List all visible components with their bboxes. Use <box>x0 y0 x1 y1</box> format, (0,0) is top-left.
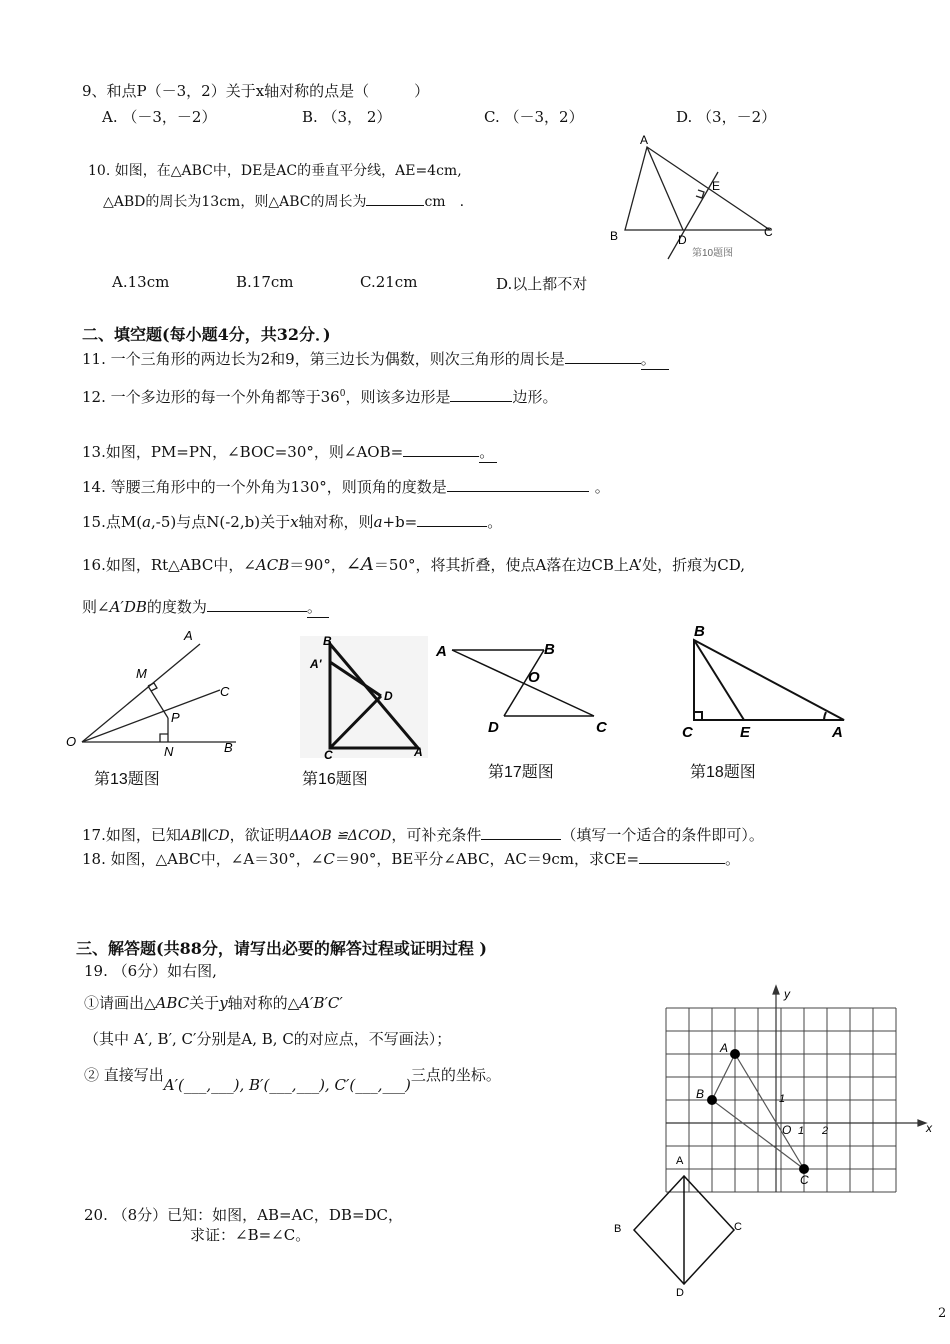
q16-answer-blank[interactable] <box>207 611 307 612</box>
q19-label-c: C <box>800 1173 809 1187</box>
q19-title: 19. （6分）如右图, <box>84 962 217 980</box>
q20-label-d: D <box>676 1287 684 1298</box>
section2-title: 二、填空题(每小题4分，共32分．) <box>82 325 331 344</box>
fig13-label-a: A <box>184 628 193 643</box>
fig17-label-c: C <box>596 719 607 736</box>
fig13-label-p: P <box>171 710 180 725</box>
section3-title: 三、解答题(共88分，请写出必要的解答过程或证明过程 ) <box>76 939 487 958</box>
q12: 12. 一个多边形的每一个外角都等于$36^0$，则该多边形是 边形。 <box>82 388 558 406</box>
q10-line2: △ABD的周长为13cm，则△ABC的周长为 cm . <box>103 194 465 210</box>
q16-line1: 16.如图，Rt△ABC中，∠ACB＝90°，∠A＝50°，将其折叠，使点A落在边CB上A’处，折痕为CD, <box>82 554 745 575</box>
q20-figure <box>608 1148 758 1298</box>
q10-option-b: B.17cm <box>236 273 294 291</box>
q10-caption: 第10题图 <box>692 248 734 259</box>
q19-label-a: A <box>720 1041 729 1055</box>
fig13-label-o: O <box>66 734 77 749</box>
q9-option-d: D. （3，－2） <box>676 108 777 126</box>
q11-answer-blank[interactable] <box>565 363 641 364</box>
q10-label-d: D <box>678 233 687 247</box>
q10-option-a: A.13cm <box>112 273 170 291</box>
q19-point-a <box>730 1049 740 1059</box>
q16-line2: 则∠A′DB的度数为 。 <box>82 596 329 618</box>
q9-option-a: A. （－3，－2） <box>102 108 217 126</box>
fig18-label-e: E <box>740 724 751 741</box>
q10-option-c: C.21cm <box>360 273 418 291</box>
fig16-label-b: B <box>323 634 332 648</box>
q9-stem: 9、和点P（－3，2）关于x轴对称的点是（ ） <box>82 82 430 100</box>
q18: 18. 如图，△ABC中，∠A＝30°，∠C＝90°，BE平分∠ABC，AC＝9cm，求CE= 。 <box>82 850 741 868</box>
q17: 17.如图，已知AB∥CD，欲证明ΔAOB ≌ΔCOD，可补充条件 （填写一个适合的条件即可）。 <box>82 826 764 844</box>
q20-label-b: B <box>614 1223 622 1235</box>
q10-label-c: C <box>764 225 773 239</box>
q19-label-b: B <box>696 1087 705 1101</box>
q20-line1: 20. （8分）已知：如图，AB=AC，DB=DC， <box>84 1206 404 1224</box>
q19-line1: ①请画出△ABC关于y轴对称的△A′B′C′ <box>84 994 343 1012</box>
fig13-label-n: N <box>164 744 174 759</box>
q9-option-c: C. （－3，2） <box>484 108 584 126</box>
q18-answer-blank[interactable] <box>639 863 725 864</box>
q20-label-c: C <box>734 1221 742 1233</box>
fig18-label-c: C <box>682 724 693 741</box>
q19-point-b <box>707 1095 717 1105</box>
q12-answer-blank[interactable] <box>450 401 512 402</box>
fig13-label-c: C <box>220 684 230 699</box>
fig17-label-b: B <box>544 641 555 658</box>
q19-coords-blanks[interactable]: A′(___,___), B′(___,___), C′(___,___) <box>163 1076 411 1094</box>
fig17 <box>432 636 617 746</box>
q19-tick-x1: 1 <box>798 1125 805 1137</box>
fig13-label-m: M <box>136 666 147 681</box>
q10-answer-blank[interactable] <box>366 205 424 206</box>
q19-line2: （其中 A′, B′, C′分别是A, B, C的对应点，不写画法）； <box>84 1030 452 1048</box>
fig17-caption: 第17题图 <box>488 764 554 781</box>
q10-figure <box>600 132 790 262</box>
fig13-label-b: B <box>224 740 233 755</box>
q19-line3: ② 直接写出A′(___,___), B′(___,___), C′(___,___)三点的坐标。 <box>84 1066 501 1094</box>
q13: 13.如图，PM=PN，∠BOC=30°，则∠AOB= 。 <box>82 441 497 463</box>
q10-label-a: A <box>640 133 649 147</box>
q14: 14. 等腰三角形中的一个外角为130°，则顶角的度数是 。 <box>82 478 610 496</box>
q11: 11. 一个三角形的两边长为2和9，第三边长为偶数，则次三角形的周长是 。 <box>82 348 669 370</box>
q10-option-d: D.以上都不对 <box>496 275 588 293</box>
fig13 <box>60 624 250 764</box>
fig16-label-d: D <box>384 689 393 703</box>
fig18-label-b: B <box>694 623 705 640</box>
q9-option-b: B. （3， 2） <box>302 108 392 126</box>
fig13-caption: 第13题图 <box>94 771 160 788</box>
q19-tick-y1: 1 <box>779 1093 786 1105</box>
q10-label-b: B <box>610 229 619 243</box>
fig18-label-a: A <box>832 724 843 741</box>
q19-origin-label: O <box>782 1123 792 1137</box>
page-number: 2 <box>938 1306 947 1321</box>
q10-label-e: E <box>712 179 721 193</box>
q13-answer-blank[interactable] <box>403 456 479 457</box>
fig16-label-c: C <box>324 748 333 762</box>
fig17-label-a: A <box>436 643 447 660</box>
q17-answer-blank[interactable] <box>481 839 561 840</box>
q19-axis-x-label: x <box>926 1121 932 1135</box>
q20-line2: 求证：∠B=∠C。 <box>190 1226 311 1244</box>
q19-tick-x2: 2 <box>822 1125 829 1137</box>
q15: 15.点M(a,-5)与点N(-2,b)关于x轴对称，则a+b= 。 <box>82 513 503 531</box>
fig17-label-d: D <box>488 719 499 736</box>
q15-answer-blank[interactable] <box>417 526 487 527</box>
q20-label-a: A <box>676 1155 684 1167</box>
fig16 <box>296 632 436 762</box>
fig16-label-a: A <box>414 745 423 759</box>
fig17-label-o: O <box>528 669 540 686</box>
q14-answer-blank[interactable] <box>447 491 589 492</box>
fig16-label-a-prime: A' <box>310 657 322 671</box>
fig18-caption: 第18题图 <box>690 764 756 781</box>
fig18 <box>674 620 864 750</box>
q10-line1: 10. 如图，在△ABC中，DE是AC的垂直平分线，AE=4cm, <box>88 163 462 179</box>
q19-axis-y-label: y <box>784 987 790 1001</box>
fig16-caption: 第16题图 <box>302 771 368 788</box>
